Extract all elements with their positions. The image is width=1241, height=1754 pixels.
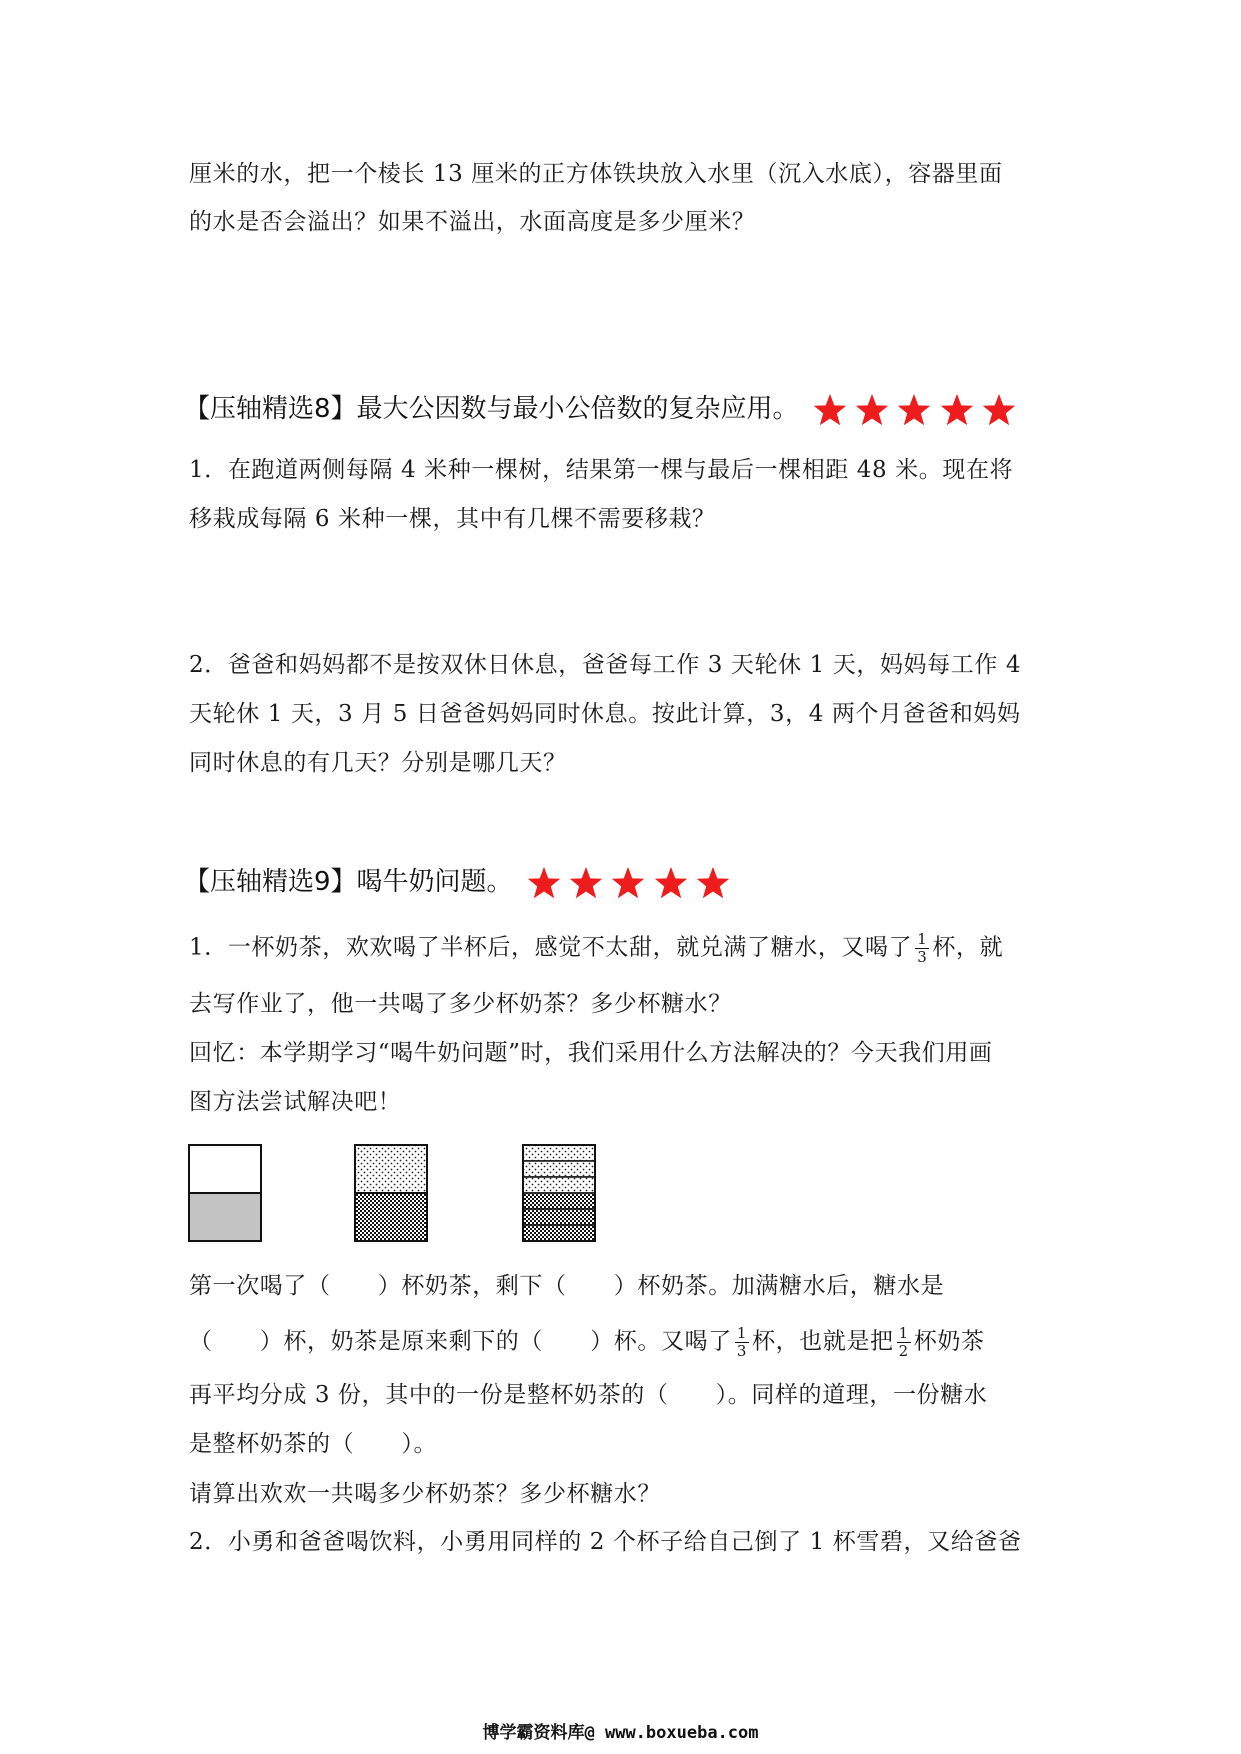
fill-blank-line-2 bbox=[189, 1325, 985, 1360]
section-8-q1-line-1: 1．在跑道两侧每隔 4 米种一棵树，结果第一棵与最后一棵相距 48 米。现在将 bbox=[189, 457, 1014, 483]
star-icon bbox=[611, 866, 645, 900]
section-9-q2-line-1: 2．小勇和爸爸喝饮料，小勇用同样的 2 个杯子给自己倒了 1 杯雪碧，又给爸爸 bbox=[189, 1529, 1022, 1555]
recall-line-1: 回忆：本学期学习“喝牛奶问题”时，我们采用什么方法解决的？今天我们用画 bbox=[189, 1040, 993, 1066]
q1-text: 1．一杯奶茶，欢欢喝了半杯后，感觉不太甜，就兑满了糖水，又喝了 bbox=[189, 934, 913, 961]
section-8-title: 【压轴精选8】最大公因数与最小公倍数的复杂应用。 bbox=[184, 394, 799, 424]
section-9-q1-line-2: 去写作业了，他一共喝了多少杯奶茶？多少杯糖水？ bbox=[189, 991, 732, 1017]
section-9-q1-line-1 bbox=[189, 931, 1003, 966]
star-icon bbox=[527, 866, 561, 900]
section-8-difficulty-rating bbox=[813, 392, 1016, 427]
fraction-one-third: $\frac{1}{3}$ bbox=[736, 1324, 747, 1360]
fraction-one-half: $\frac{1}{2}$ bbox=[898, 1324, 909, 1360]
section-8-q2-line-1: 2．爸爸和妈妈都不是按双休日休息，爸爸每工作 3 天轮休 1 天，妈妈每工作 4 bbox=[189, 652, 1022, 678]
fill-blank-line-3: 再平均分成 3 份，其中的一份是整杯奶茶的（ ）。同样的道理，一份糖水 bbox=[189, 1382, 988, 1408]
fill2-text-a: （ ）杯，奶茶是原来剩下的（ ）杯。又喝了 bbox=[189, 1328, 732, 1355]
star-icon bbox=[982, 393, 1016, 427]
section-9-heading bbox=[184, 865, 730, 900]
q1-text-end: 杯，就 bbox=[932, 934, 1004, 961]
section-8-q1-line-2: 移栽成每隔 6 米种一棵，其中有几棵不需要移栽？ bbox=[189, 506, 716, 532]
section-8-heading bbox=[184, 392, 1016, 427]
star-icon bbox=[813, 393, 847, 427]
problem-continuation-line-2: 的水是否会溢出？如果不溢出，水面高度是多少厘米？ bbox=[189, 209, 756, 235]
cup-diagram-sugar-water-filled bbox=[354, 1144, 428, 1242]
calculation-prompt: 请算出欢欢一共喝多少杯奶茶？多少杯糖水？ bbox=[189, 1481, 661, 1507]
fill-blank-line-4: 是整杯奶茶的（ ）。 bbox=[189, 1431, 438, 1457]
star-icon bbox=[940, 393, 974, 427]
recall-line-2: 图方法尝试解决吧！ bbox=[189, 1089, 402, 1115]
star-icon bbox=[855, 393, 889, 427]
fill2-text-b: 杯，也就是把 bbox=[751, 1328, 894, 1355]
footer-watermark: 博学霸资料库@ www.boxueba.com bbox=[482, 1723, 759, 1743]
section-8-q2-line-3: 同时休息的有几天？分别是哪几天？ bbox=[189, 750, 567, 776]
star-icon bbox=[696, 866, 730, 900]
fill2-text-c: 杯奶茶 bbox=[913, 1328, 985, 1355]
problem-continuation-line-1: 厘米的水，把一个棱长 13 厘米的正方体铁块放入水里（沉入水底），容器里面 bbox=[189, 161, 1003, 187]
star-icon bbox=[569, 866, 603, 900]
star-icon bbox=[897, 393, 931, 427]
fraction-one-third: $\frac{1}{3}$ bbox=[917, 930, 928, 966]
cup-diagram-half-drunk bbox=[188, 1144, 262, 1242]
section-9-title: 【压轴精选9】喝牛奶问题。 bbox=[184, 867, 513, 897]
section-9-difficulty-rating bbox=[527, 865, 730, 900]
cup-diagram-divided-in-thirds bbox=[522, 1144, 596, 1242]
fill-blank-line-1: 第一次喝了（ ）杯奶茶，剩下（ ）杯奶茶。加满糖水后，糖水是 bbox=[189, 1273, 945, 1299]
star-icon bbox=[654, 866, 688, 900]
section-8-q2-line-2: 天轮休 1 天，3 月 5 日爸爸妈妈同时休息。按此计算，3，4 两个月爸爸和妈妈 bbox=[189, 701, 1021, 727]
